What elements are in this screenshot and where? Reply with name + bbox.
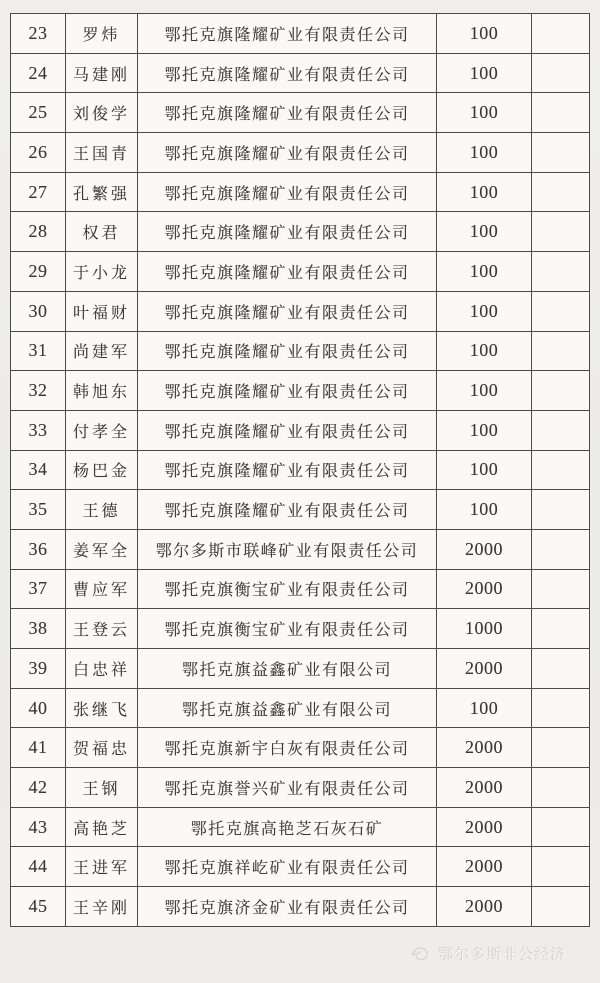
row-number-cell: 31 (11, 331, 66, 371)
person-name-cell: 王国青 (66, 133, 138, 173)
note-cell (532, 371, 590, 411)
person-name-cell: 王进军 (66, 847, 138, 887)
note-cell (532, 569, 590, 609)
amount-cell: 100 (437, 133, 532, 173)
table-row (11, 212, 590, 252)
company-name-cell: 鄂托克旗隆耀矿业有限责任公司 (138, 93, 437, 133)
person-name-cell: 王登云 (66, 609, 138, 649)
note-cell (532, 887, 590, 927)
amount-cell: 100 (437, 331, 532, 371)
company-name-cell: 鄂托克旗隆耀矿业有限责任公司 (138, 133, 437, 173)
row-number-cell: 26 (11, 133, 66, 173)
row-number-cell: 40 (11, 688, 66, 728)
note-cell (532, 410, 590, 450)
person-name-cell: 叶福财 (66, 291, 138, 331)
row-number-cell: 33 (11, 410, 66, 450)
person-name-cell: 刘俊学 (66, 93, 138, 133)
row-number-cell: 36 (11, 529, 66, 569)
person-name-cell: 付孝全 (66, 410, 138, 450)
table-row (11, 331, 590, 371)
note-cell (532, 331, 590, 371)
table-row (11, 529, 590, 569)
amount-cell: 2000 (437, 807, 532, 847)
company-name-cell: 鄂托克旗隆耀矿业有限责任公司 (138, 212, 437, 252)
note-cell (532, 688, 590, 728)
table-row (11, 450, 590, 490)
row-number-cell: 38 (11, 609, 66, 649)
amount-cell: 100 (437, 450, 532, 490)
row-number-cell: 30 (11, 291, 66, 331)
table-row (11, 410, 590, 450)
amount-cell: 2000 (437, 768, 532, 808)
person-name-cell: 于小龙 (66, 252, 138, 292)
company-name-cell: 鄂托克旗隆耀矿业有限责任公司 (138, 410, 437, 450)
person-name-cell: 韩旭东 (66, 371, 138, 411)
amount-cell: 100 (437, 53, 532, 93)
company-name-cell: 鄂托克旗隆耀矿业有限责任公司 (138, 291, 437, 331)
watermark (410, 943, 566, 964)
company-name-cell: 鄂托克旗衡宝矿业有限责任公司 (138, 569, 437, 609)
note-cell (532, 14, 590, 54)
row-number-cell: 35 (11, 490, 66, 530)
row-number-cell: 34 (11, 450, 66, 490)
table-row (11, 172, 590, 212)
table-row (11, 53, 590, 93)
amount-cell: 2000 (437, 847, 532, 887)
company-name-cell: 鄂托克旗隆耀矿业有限责任公司 (138, 53, 437, 93)
row-number-cell: 45 (11, 887, 66, 927)
amount-cell: 1000 (437, 609, 532, 649)
note-cell (532, 847, 590, 887)
table-row (11, 768, 590, 808)
person-name-cell: 张继飞 (66, 688, 138, 728)
note-cell (532, 728, 590, 768)
note-cell (532, 490, 590, 530)
person-name-cell: 王钢 (66, 768, 138, 808)
amount-cell: 100 (437, 212, 532, 252)
company-name-cell: 鄂托克旗衡宝矿业有限责任公司 (138, 609, 437, 649)
note-cell (532, 609, 590, 649)
row-number-cell: 28 (11, 212, 66, 252)
company-name-cell: 鄂托克旗隆耀矿业有限责任公司 (138, 252, 437, 292)
amount-cell: 100 (437, 93, 532, 133)
table-row (11, 609, 590, 649)
table-row (11, 847, 590, 887)
watermark-text: 鄂尔多斯非公经济 (437, 946, 566, 963)
person-name-cell: 罗炜 (66, 14, 138, 54)
table-row (11, 371, 590, 411)
note-cell (532, 172, 590, 212)
table-row (11, 490, 590, 530)
company-name-cell: 鄂托克旗隆耀矿业有限责任公司 (138, 172, 437, 212)
note-cell (532, 807, 590, 847)
person-name-cell: 尚建军 (66, 331, 138, 371)
note-cell (532, 649, 590, 689)
table-row (11, 887, 590, 927)
note-cell (532, 768, 590, 808)
row-number-cell: 42 (11, 768, 66, 808)
table-row (11, 807, 590, 847)
amount-cell: 100 (437, 371, 532, 411)
table-body (11, 14, 590, 927)
row-number-cell: 23 (11, 14, 66, 54)
table-row (11, 252, 590, 292)
person-name-cell: 马建刚 (66, 53, 138, 93)
table-row (11, 93, 590, 133)
amount-cell: 2000 (437, 529, 532, 569)
amount-cell: 2000 (437, 728, 532, 768)
company-name-cell: 鄂托克旗隆耀矿业有限责任公司 (138, 14, 437, 54)
table-row (11, 291, 590, 331)
amount-cell: 2000 (437, 887, 532, 927)
note-cell (532, 212, 590, 252)
amount-cell: 2000 (437, 649, 532, 689)
row-number-cell: 44 (11, 847, 66, 887)
company-name-cell: 鄂托克旗誉兴矿业有限责任公司 (138, 768, 437, 808)
table-row (11, 688, 590, 728)
person-name-cell: 姜军全 (66, 529, 138, 569)
person-name-cell: 权君 (66, 212, 138, 252)
row-number-cell: 41 (11, 728, 66, 768)
note-cell (532, 450, 590, 490)
table-row (11, 14, 590, 54)
company-name-cell: 鄂托克旗隆耀矿业有限责任公司 (138, 331, 437, 371)
person-name-cell: 白忠祥 (66, 649, 138, 689)
amount-cell: 100 (437, 410, 532, 450)
row-number-cell: 24 (11, 53, 66, 93)
person-name-cell: 王德 (66, 490, 138, 530)
amount-cell: 100 (437, 688, 532, 728)
note-cell (532, 529, 590, 569)
person-name-cell: 曹应军 (66, 569, 138, 609)
swirl-logo-icon (410, 945, 431, 963)
person-name-cell: 高艳芝 (66, 807, 138, 847)
amount-cell: 100 (437, 252, 532, 292)
company-name-cell: 鄂托克旗益鑫矿业有限公司 (138, 649, 437, 689)
company-name-cell: 鄂尔多斯市联峰矿业有限责任公司 (138, 529, 437, 569)
amount-cell: 100 (437, 490, 532, 530)
company-name-cell: 鄂托克旗隆耀矿业有限责任公司 (138, 490, 437, 530)
company-name-cell: 鄂托克旗高艳芝石灰石矿 (138, 807, 437, 847)
amount-cell: 100 (437, 291, 532, 331)
amount-cell: 100 (437, 14, 532, 54)
amount-cell: 100 (437, 172, 532, 212)
company-name-cell: 鄂托克旗祥屹矿业有限责任公司 (138, 847, 437, 887)
person-name-cell: 孔繁强 (66, 172, 138, 212)
row-number-cell: 25 (11, 93, 66, 133)
company-name-cell: 鄂托克旗益鑫矿业有限公司 (138, 688, 437, 728)
company-name-cell: 鄂托克旗隆耀矿业有限责任公司 (138, 450, 437, 490)
row-number-cell: 32 (11, 371, 66, 411)
note-cell (532, 93, 590, 133)
note-cell (532, 133, 590, 173)
row-number-cell: 37 (11, 569, 66, 609)
table-row (11, 649, 590, 689)
table-row (11, 133, 590, 173)
roster-table (10, 13, 590, 927)
note-cell (532, 291, 590, 331)
company-name-cell: 鄂托克旗隆耀矿业有限责任公司 (138, 371, 437, 411)
table-row (11, 728, 590, 768)
person-name-cell: 王辛刚 (66, 887, 138, 927)
table-row (11, 569, 590, 609)
company-name-cell: 鄂托克旗新宇白灰有限责任公司 (138, 728, 437, 768)
row-number-cell: 43 (11, 807, 66, 847)
company-name-cell: 鄂托克旗济金矿业有限责任公司 (138, 887, 437, 927)
row-number-cell: 29 (11, 252, 66, 292)
row-number-cell: 39 (11, 649, 66, 689)
person-name-cell: 杨巴金 (66, 450, 138, 490)
row-number-cell: 27 (11, 172, 66, 212)
note-cell (532, 252, 590, 292)
note-cell (532, 53, 590, 93)
amount-cell: 2000 (437, 569, 532, 609)
person-name-cell: 贺福忠 (66, 728, 138, 768)
